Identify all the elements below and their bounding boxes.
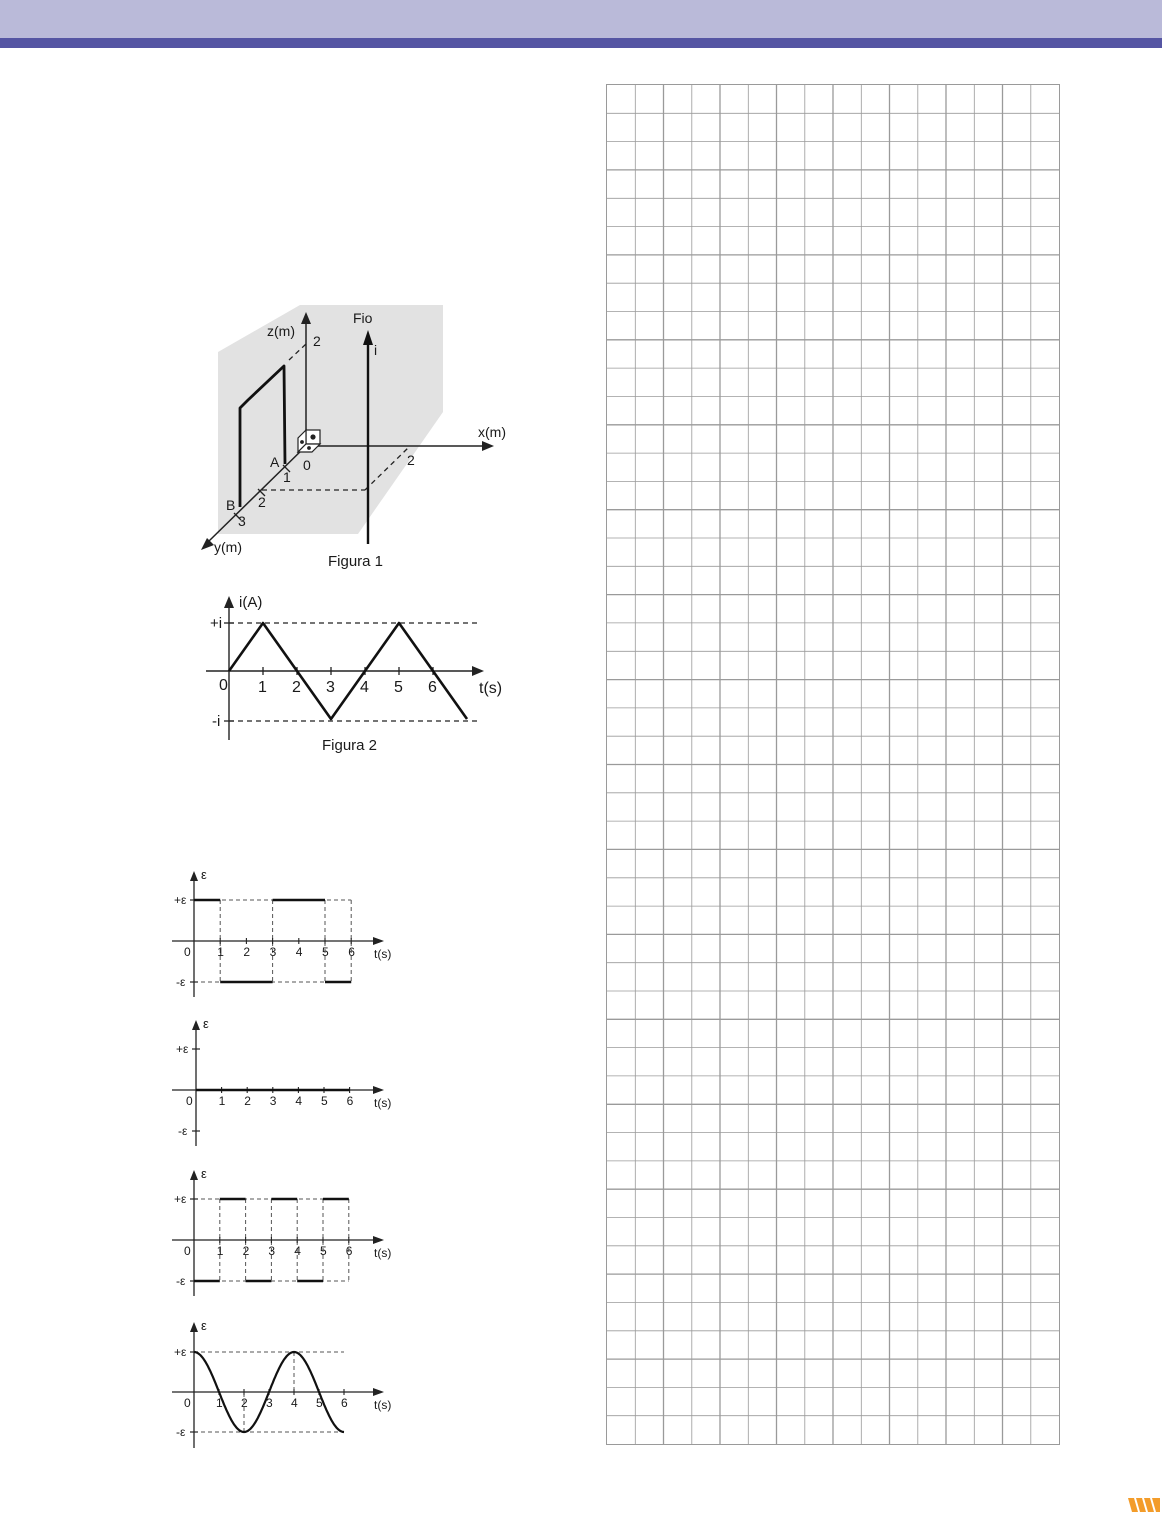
fig2-plus-label: +i bbox=[210, 615, 223, 632]
option-x-tick-label: 3 bbox=[268, 1244, 276, 1258]
option-x-tick-label: 6 bbox=[348, 945, 355, 959]
option-x-tick-label: 6 bbox=[345, 1244, 353, 1258]
option-x-tick-label: 2 bbox=[242, 1244, 250, 1258]
fig2-tick-label: 4 bbox=[360, 679, 369, 696]
x-tick-label: 2 bbox=[407, 452, 415, 468]
current-label: i bbox=[374, 342, 378, 358]
answer-grid bbox=[606, 84, 1060, 1445]
origin-label: 0 bbox=[303, 457, 311, 473]
option-graph-3 bbox=[172, 1166, 391, 1296]
option-origin-label: 0 bbox=[184, 945, 191, 959]
option-minus-label: -ε bbox=[176, 1274, 186, 1288]
option-graph-1 bbox=[172, 867, 391, 997]
y-tick-3: 3 bbox=[238, 513, 246, 529]
option-x-tick-label: 3 bbox=[269, 1094, 277, 1108]
figura-1-caption: Figura 1 bbox=[328, 553, 384, 570]
option-x-tick-label: 3 bbox=[266, 1396, 273, 1410]
option-x-tick-label: 5 bbox=[316, 1396, 323, 1410]
option-eps-label: ε bbox=[201, 1166, 207, 1181]
option-x-tick-label: 1 bbox=[218, 1094, 226, 1108]
option-x-tick-label: 5 bbox=[320, 1244, 327, 1258]
y-tick-2: 2 bbox=[258, 494, 266, 510]
option-x-tick-label: 4 bbox=[291, 1396, 298, 1410]
fig2-ylabel: i(A) bbox=[239, 594, 263, 611]
option-x-tick-label: 2 bbox=[243, 945, 251, 959]
point-b-label: B bbox=[226, 497, 236, 513]
fig2-tick-label: 3 bbox=[326, 679, 335, 696]
option-plus-label: +ε bbox=[176, 1042, 189, 1056]
option-plus-label: +ε bbox=[174, 1345, 187, 1359]
corner-logo-icon bbox=[1128, 1498, 1160, 1512]
figura-2 bbox=[190, 588, 520, 758]
header-band bbox=[0, 0, 1162, 38]
option-x-tick-label: 2 bbox=[241, 1396, 248, 1410]
option-y-arrow bbox=[190, 1322, 198, 1332]
option-x-arrow bbox=[373, 1388, 384, 1396]
option-x-tick-label: 4 bbox=[295, 1094, 303, 1108]
answer-options bbox=[160, 860, 410, 1450]
option-plus-label: +ε bbox=[174, 893, 187, 907]
y-tick-1: 1 bbox=[283, 469, 291, 485]
option-x-tick-label: 6 bbox=[346, 1094, 354, 1108]
option-y-arrow bbox=[190, 871, 198, 881]
point-a-label: A bbox=[270, 454, 280, 470]
option-xlabel: t(s) bbox=[374, 1246, 392, 1260]
option-xlabel: t(s) bbox=[374, 1096, 392, 1110]
option-x-arrow bbox=[373, 1086, 384, 1094]
option-x-tick-label: 3 bbox=[269, 945, 277, 959]
option-origin-label: 0 bbox=[186, 1094, 193, 1108]
option-minus-label: -ε bbox=[176, 1425, 186, 1439]
option-graph-2 bbox=[172, 1016, 391, 1146]
option-y-arrow bbox=[192, 1020, 200, 1030]
option-xlabel: t(s) bbox=[374, 947, 392, 961]
option-y-arrow bbox=[190, 1170, 198, 1180]
option-origin-label: 0 bbox=[184, 1244, 191, 1258]
option-minus-label: -ε bbox=[178, 1124, 188, 1138]
header-stripe bbox=[0, 38, 1162, 48]
figura-2-caption: Figura 2 bbox=[322, 737, 378, 754]
option-xlabel: t(s) bbox=[374, 1398, 392, 1412]
option-graph-4 bbox=[172, 1318, 391, 1448]
z-tick-label: 2 bbox=[313, 333, 321, 349]
fig2-xlabel: t(s) bbox=[479, 680, 503, 697]
option-x-tick-label: 5 bbox=[321, 1094, 328, 1108]
option-plus-label: +ε bbox=[174, 1192, 187, 1206]
option-x-arrow bbox=[373, 937, 384, 945]
fig2-origin: 0 bbox=[219, 677, 228, 694]
fig2-tick-label: 5 bbox=[394, 679, 403, 696]
fig2-tick-label: 2 bbox=[292, 679, 301, 696]
option-x-tick-label: 4 bbox=[294, 1244, 301, 1258]
option-x-tick-label: 1 bbox=[216, 1244, 224, 1258]
option-x-tick-label: 1 bbox=[217, 945, 224, 959]
fig2-minus-label: -i bbox=[212, 713, 221, 730]
option-eps-label: ε bbox=[201, 867, 207, 882]
fig2-tick-label: 1 bbox=[258, 679, 267, 696]
option-x-arrow bbox=[373, 1236, 384, 1244]
option-x-tick-label: 6 bbox=[341, 1396, 348, 1410]
wire-label: Fio bbox=[353, 310, 373, 326]
axis-x-label: x(m) bbox=[478, 424, 506, 440]
axis-z-label: z(m) bbox=[267, 323, 295, 339]
fig2-tick-label: 6 bbox=[428, 679, 437, 696]
option-x-tick-label: 1 bbox=[216, 1396, 223, 1410]
option-origin-label: 0 bbox=[184, 1396, 191, 1410]
option-x-tick-label: 2 bbox=[244, 1094, 251, 1108]
figura-1 bbox=[190, 300, 530, 580]
answer-grid-lines bbox=[607, 85, 1059, 1444]
option-x-tick-label: 4 bbox=[295, 945, 303, 959]
option-eps-label: ε bbox=[201, 1318, 207, 1333]
option-minus-label: -ε bbox=[176, 975, 186, 989]
axis-y-label: y(m) bbox=[214, 539, 242, 555]
option-x-tick-label: 5 bbox=[322, 945, 329, 959]
option-eps-label: ε bbox=[203, 1016, 209, 1031]
